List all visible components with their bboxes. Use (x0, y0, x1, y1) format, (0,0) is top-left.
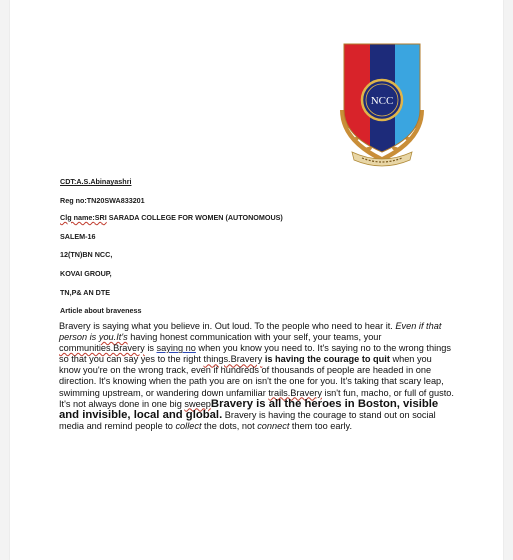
group: KOVAI GROUP, (60, 269, 112, 278)
ncc-unit: 12(TN)BN NCC, (60, 250, 113, 259)
cadet-name: CDT:A.S.Abinayashri (60, 177, 132, 186)
directorate: TN,P& AN DTE (60, 288, 111, 297)
article-body: Bravery is saying what you believe in. Out loud. To the people who need to hear it. Even if that person is you.It's having honest communication with your self, your teams, your communities.Bravery is saying no when you know you need to. It's saying no to the wrong things so that you can say yes to the right things.Bravery is having the courage to quit when you know you're on the wrong track, even if hundreds of thousands of people are headed in one direction. It's knowing when the path you are on isn't the one for you. It's taking that scary leap, swimming upstream, or wandering down unfamiliar trails.Bravery isn't fun, macho, or full of gusto. It's not always done in one big sweepBravery is all the heroes in Boston, visible and invisible, local and global. Bravery is having the courage to stand out on social media and remind people to collect the dots, not connect them too early. (59, 321, 454, 431)
college-name: Clg name:SRI SARADA COLLEGE FOR WOMEN (AUTONOMOUS) (60, 213, 283, 222)
document-page (10, 0, 503, 560)
article-title: Article about braveness (60, 306, 142, 315)
logo-text: NCC (370, 95, 394, 107)
city: SALEM-16 (60, 232, 96, 241)
ncc-logo (336, 40, 428, 168)
reg-number: Reg no:TN20SWA833201 (60, 196, 145, 205)
